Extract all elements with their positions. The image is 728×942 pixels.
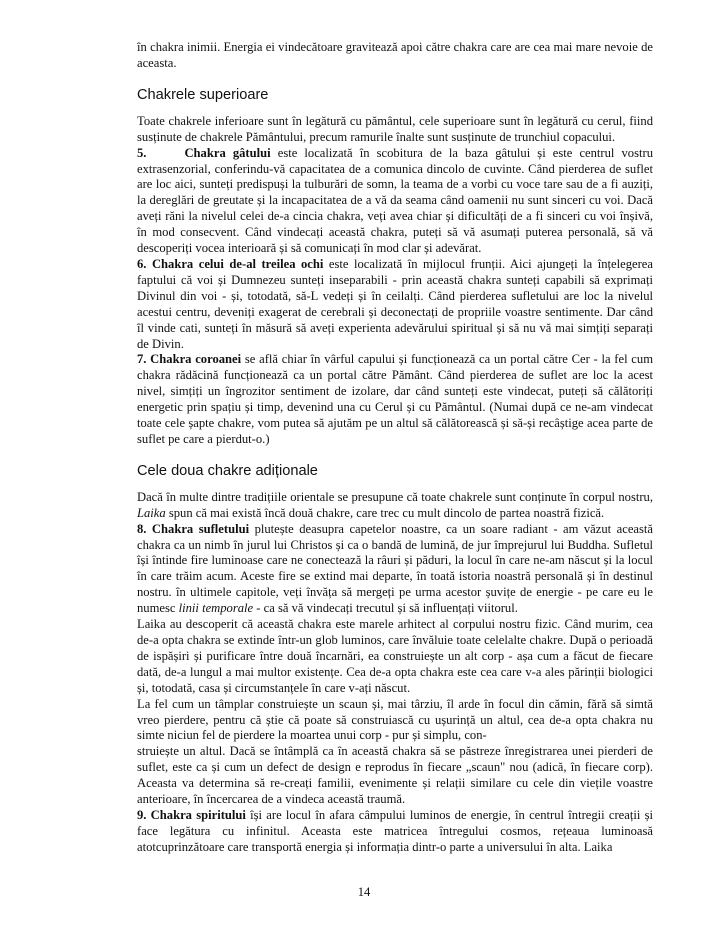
laika-architect-paragraph: Laika au descoperit că această chakra este marele arhitect al corpului nostru fizic. Când murim, cea de-a opta chakra se extinde într-un glob luminos, care învăluie toate celelalte chakre. După o perioadă de ispășiri și purificare între două încarnări, ea construiește un alt corp - așa cum a făcut de fiecare dată, de-a lungul a mai multor existențe. Cea de-a opta chakra este cea care v-a ales părinții biologici și, totodată, casa și circumstanțele în care v-ați născut.: [137, 617, 653, 695]
additional-chakras-paragraph: [137, 490, 653, 522]
chakra-8-paragraph: [137, 522, 653, 617]
chakra-7-title: 7. Chakra coroanei: [137, 352, 242, 367]
chakra-8-title: 8. Chakra sufletului: [137, 521, 250, 536]
document-page: [137, 40, 653, 856]
upper-chakras-paragraph: Toate chakrele inferioare sunt în legătură cu pământul, cele superioare sunt în legătură cu cerul, fiind susținute de chakrele Pământului, precum ramurile înalte sunt susținute de trunchiul copacului.: [137, 113, 653, 144]
chakra-7-text: se află chiar în vârful capului și funcționează ca un portal către Cer - la fel cum chakra rădăcină funcționează ca un portal către Pământ. Când pierderea de suflet are loc la acest nivel, simțiți un îngrozitor sentiment de izolare, dar când sunteți este vindecat, puteți să călătoriți energetic prin spațiu și timp, devenind una cu Cerul și cu Pământul. (Numai după ce ne-am vindecat toate cele șapte chakre, vom putea să ajutăm pe un altul să călătorească și să-și recâștige acea parte de suflet pe care a pierdut-o.): [137, 352, 653, 446]
carpenter-paragraph: La fel cum un tâmplar construiește un scaun și, mai târziu, îl arde în focul din cămin, fără să simtă vreo pierdere, pentru că știe că poate să construiască cu ușurință un altul, cea de-a opta chakra nu simte niciun fel de pierdere la moartea unui corp - pur și simplu, con-: [137, 696, 653, 743]
section-heading-upper-chakras: Chakrele superioare: [137, 86, 269, 103]
chakra-9-text: își are locul în afara câmpului luminos de energie, în centrul întregii creații și face legătura cu infinitul. Aceasta este matricea întregului cosmos, rețeaua luminoasă atotcuprinzătoare care transportă energia și informația dintr-o parte a universului în alta. Laika: [137, 807, 653, 854]
page-number: 14: [357, 885, 371, 899]
laika-italic: Laika: [137, 505, 166, 520]
chakra-9-paragraph: [137, 808, 653, 856]
intro-paragraph: în chakra inimii. Energia ei vindecătoare gravitează apoi către chakra care are cea mai mare nevoie de aceasta.: [137, 40, 653, 70]
chakra-8-text-a: plutește deasupra capetelor noastre, ca un soare radiant - am văzut această chakra ca un nimb în jurul lui Christos și ca o bandă de lumină, de jur împrejurul lui Buddha. Sufletul își întinde fire luminoase care ne conectează la râuri și păduri, la locul în care ne-am născut și la locul în care trăim acum. Aceste fire se extind mai departe, în toată istoria noastră personală și în destinul nostru. în ultimele capitole, veți învăța să mergeți pe urma acestor șuvițe de energie - pe care eu le numesc: [137, 521, 653, 616]
chakra-5-text: este localizată în scobitura de la baza gâtului și este centrul vostru extrasenzorial, conferindu-vă capacitatea de a comunica dincolo de cuvinte. Când pierderea de suflet are loc aici, sunteți predispuși la tulburări de somn, la teama de a vorbi cu voce tare sau de a fi auziți, la dereglări de greutate și la incapacitatea de a vă da seama când oamenii nu sunt sinceri cu voi. Dacă aveți răni la nivelul celei de-a cincia chakra, veți avea chiar și dificultăți de a fi sinceri cu voi înșivă, în mod consecvent. Când vindecați această chakra, puteți să vă asumați puterea personală, să vă descoperiți vocea interioară și să comunicați în mod clar și adevărat.: [137, 145, 653, 256]
section-heading-additional-chakras: Cele doua chakre adiționale: [137, 462, 318, 479]
chakra-5-number: 5.: [137, 145, 147, 160]
additional-text-b: spun că mai există încă două chakre, care trec cu mult dincolo de partea noastră fizică.: [165, 505, 605, 520]
chakra-5-paragraph: [137, 146, 653, 257]
chakra-5-title: Chakra gâtului: [184, 145, 271, 160]
additional-text-a: Dacă în multe dintre tradițiile orientale se presupune că toate chakrele sunt conținute în corpul nostru,: [137, 489, 653, 504]
chakra-7-paragraph: [137, 352, 653, 447]
chakra-6-text: este localizată în mijlocul frunții. Aici ajungeți la înțelegerea faptului că voi și Dumnezeu sunteți inseparabili - prin această chakra sunteți capabili să exprimați Divinul din voi - și, totodată, să-L vedeți și în ceilalți. Când pierderea sufletului are loc la nivelul acestui centru, deveniți exagerat de cerebrali și deconectați de propriile voastre sentimente. Dar când îl vinde cati, sunteți în măsură să aveți experienta adevărului spiritual și să nu vă mai simțiți separați de Divin.: [137, 256, 653, 351]
chakra-8-text-b: - ca să vă vindecați trecutul și să influențați viitorul.: [253, 601, 518, 616]
chakra-6-title: 6. Chakra celui de-al treilea ochi: [137, 256, 324, 271]
temporal-lines-italic: linii temporale: [178, 601, 254, 616]
chakra-6-paragraph: [137, 257, 653, 352]
rebuild-paragraph: struiește un altul. Dacă se întâmplă ca în această chakra să se păstreze înregistrarea unei pierderi de suflet, este ca și cum un defect de design e reprodus în fiecare „scaun" nou (adică, în fiecare corp). Aceasta va determina să re-creați familii, evenimente și relații similare cu cele din viețile voastre anterioare, în încercarea de a vindeca această traumă.: [137, 744, 653, 807]
chakra-9-title: 9. Chakra spiritului: [137, 807, 246, 822]
